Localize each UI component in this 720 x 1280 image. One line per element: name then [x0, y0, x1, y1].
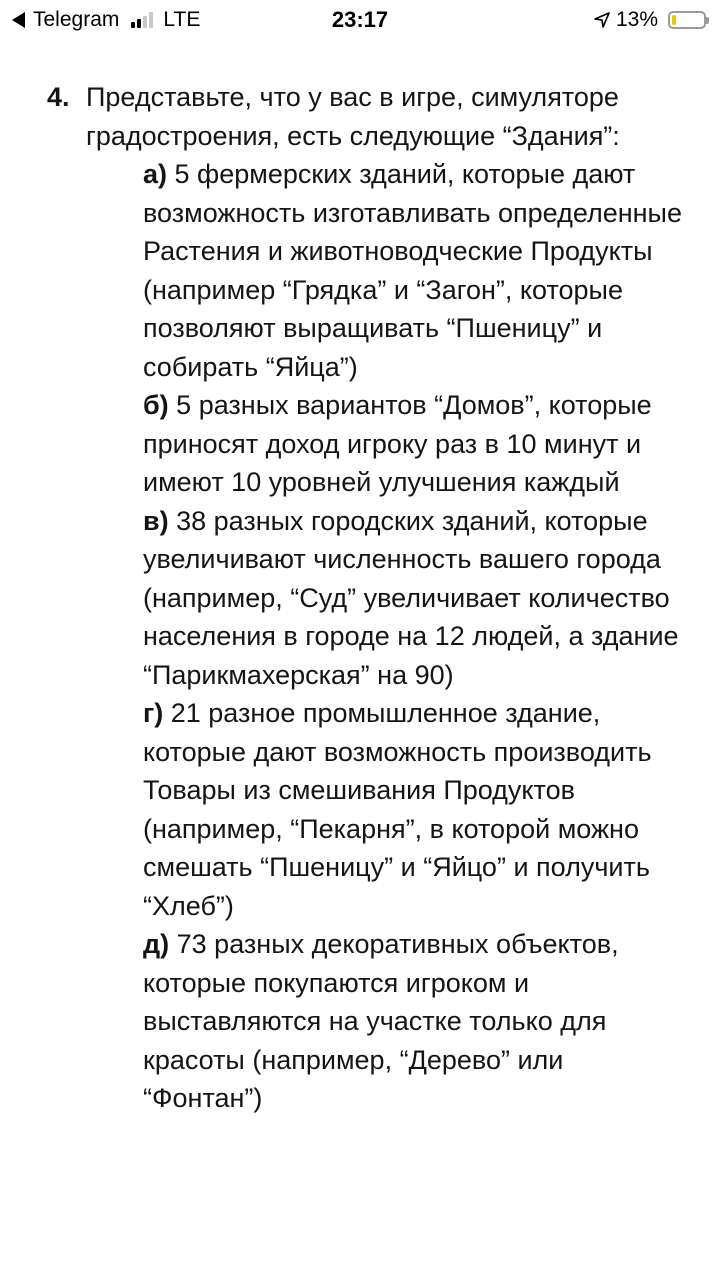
item-text: 5 фермерских зданий, которые дают возможность изготавливать определенные Растения и животноводческие Продукты (например “Грядка” и “Загон”, которые позволяют выращивать “Пшеницу” и собирать “Яйца”) [143, 159, 682, 382]
item-text: 21 разное промышленное здание, которые дают возможность производить Товары из смешивания Продуктов (например, “Пекарня”, в которой можно смешать “Пшеницу” и “Яйцо” и получить “Хлеб”) [143, 698, 652, 921]
item-label: д) [143, 929, 170, 959]
status-time: 23:17 [331, 7, 389, 32]
item-text: 73 разных декоративных объектов, которые покупаются игроком и выставляются на участке только для красоты (например, “Дерево” или “Фонтан”) [143, 929, 619, 1113]
list-item [143, 694, 690, 925]
question-items [0, 155, 720, 1118]
question-number: 4. [47, 82, 70, 112]
list-item [143, 386, 690, 502]
status-bar [0, 0, 720, 40]
question-block [0, 78, 720, 155]
item-text: 38 разных городских зданий, которые увеличивают численность вашего города (например, “Суд” увеличивает количество населения в городе на 12 людей, а здание “Парикмахерская” на 90) [143, 505, 679, 690]
item-label: г) [143, 698, 164, 728]
item-label: а) [143, 159, 168, 189]
battery-level-fill [672, 15, 676, 25]
item-label: в) [143, 505, 169, 536]
battery-icon [668, 11, 706, 29]
question-intro: Представьте, что у вас в игре, симуляторе градостроения, есть следующие “Здания”: [86, 82, 620, 151]
document-content [0, 78, 720, 1118]
battery-percent: 13% [615, 8, 658, 31]
item-text: 5 разных вариантов “Домов”, которые приносят доход игроку раз в 10 минут и имеют 10 уровней улучшения каждый [143, 390, 652, 497]
network-type: LTE [163, 8, 201, 31]
list-item [143, 502, 690, 695]
location-arrow-icon [594, 12, 610, 28]
list-item [143, 925, 690, 1118]
list-item [143, 155, 690, 386]
status-right [594, 8, 706, 32]
item-label: б) [143, 390, 169, 420]
back-app-label: Telegram [33, 8, 120, 31]
